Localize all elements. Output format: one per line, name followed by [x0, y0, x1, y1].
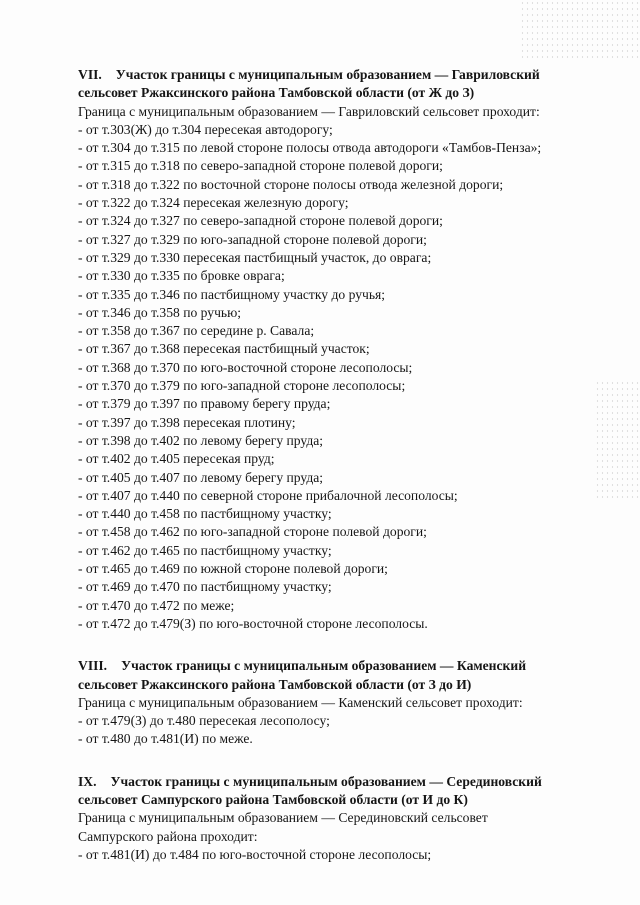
boundary-segment-item: - от т.405 до т.407 по левому берегу пруда; [78, 469, 324, 485]
boundary-segment-item: - от т.397 до т.398 пересекая плотину; [78, 414, 296, 430]
boundary-segment-item: - от т.481(И) до т.484 по юго-восточной стороне лесополосы; [78, 846, 432, 862]
section-intro: Граница с муниципальным образованием — Гавриловский сельсовет проходит: [78, 103, 540, 119]
boundary-segment-item: - от т.470 до т.472 по меже; [78, 597, 235, 613]
section-heading-line-1 [78, 66, 606, 84]
boundary-segment-item: - от т.358 до т.367 по середине р. Савала; [78, 323, 315, 339]
section-number: IX. [78, 773, 97, 789]
boundary-segment-item: - от т.330 до т.335 по бровке оврага; [78, 268, 285, 284]
section-intro: Граница с муниципальным образованием — Серединовский сельсовет Сампурского района проходит: [78, 810, 488, 844]
boundary-segment-item: - от т.407 до т.440 по северной стороне прибалочной лесополосы; [78, 487, 458, 503]
boundary-segment-item: - от т.367 до т.368 пересекая пастбищный участок; [78, 341, 370, 357]
boundary-segment-item: - от т.465 до т.469 по южной стороне полевой дороги; [78, 561, 388, 577]
section-heading-line-1 [78, 657, 606, 675]
boundary-segment-item: - от т.368 до т.370 по юго-восточной стороне лесополосы; [78, 359, 413, 375]
boundary-segment-item: - от т.472 до т.479(З) по юго-восточной стороне лесополосы. [78, 615, 428, 631]
section-heading-text: Участок границы с муниципальным образованием — Гавриловский [115, 67, 540, 82]
boundary-segment-item: - от т.379 до т.397 по правому берегу пруда; [78, 396, 331, 412]
document-body [78, 66, 606, 864]
boundary-segment-item: - от т.322 до т.324 пересекая железную дорогу; [78, 195, 349, 211]
boundary-segment-item: - от т.462 до т.465 по пастбищному участку; [78, 542, 332, 558]
section-3 [78, 773, 606, 864]
boundary-segment-item: - от т.480 до т.481(И) по меже. [78, 731, 253, 747]
boundary-segment-item: - от т.329 до т.330 пересекая пастбищный участок, до оврага; [78, 249, 432, 265]
section-number: VII. [78, 67, 102, 82]
boundary-segment-item: - от т.303(Ж) до т.304 пересекая автодорогу; [78, 121, 333, 137]
boundary-segment-item: - от т.315 до т.318 по северо-западной стороне полевой дороги; [78, 158, 443, 174]
section-heading-line-2: сельсовет Ржаксинского района Тамбовской области (от З до И) [78, 676, 472, 692]
section-heading-line-1 [78, 773, 606, 791]
boundary-segment-item: - от т.335 до т.346 по пастбищному участку до ручья; [78, 286, 386, 302]
section-2 [78, 657, 606, 748]
boundary-segment-item: - от т.318 до т.322 по восточной стороне полосы отвода железной дороги; [78, 176, 504, 192]
boundary-segment-item: - от т.398 до т.402 по левому берегу пруда; [78, 432, 324, 448]
boundary-segment-item: - от т.458 до т.462 по юго-западной стороне полевой дороги; [78, 524, 427, 540]
section-heading-line-2: сельсовет Сампурского района Тамбовской области (от И до К) [78, 791, 468, 807]
section-heading-text: Участок границы с муниципальным образованием — Серединовский [110, 773, 542, 789]
boundary-segment-item: - от т.346 до т.358 по ручью; [78, 304, 242, 320]
section-number: VIII. [78, 658, 108, 674]
boundary-segment-item: - от т.469 до т.470 по пастбищному участку; [78, 579, 332, 595]
boundary-segment-item: - от т.440 до т.458 по пастбищному участку; [78, 506, 332, 522]
section-heading-line-2: сельсовет Ржаксинского района Тамбовской области (от Ж до З) [78, 85, 475, 101]
boundary-segment-item: - от т.324 до т.327 по северо-западной стороне полевой дороги; [78, 213, 443, 229]
section-heading-text: Участок границы с муниципальным образованием — Каменский [121, 658, 527, 674]
boundary-segment-item: - от т.479(З) до т.480 пересекая лесополосу; [78, 713, 330, 729]
boundary-segment-item: - от т.370 до т.379 по юго-западной стороне лесополосы; [78, 378, 406, 394]
section-intro: Граница с муниципальным образованием — Каменский сельсовет проходит: [78, 694, 523, 710]
boundary-segment-item: - от т.402 до т.405 пересекая пруд; [78, 451, 275, 467]
boundary-segment-item: - от т.327 до т.329 по юго-западной стороне полевой дороги; [78, 231, 427, 247]
section-1 [78, 66, 606, 633]
scan-noise [520, 0, 640, 60]
boundary-segment-item: - от т.304 до т.315 по левой стороне полосы отвода автодороги «Тамбов-Пенза»; [78, 140, 542, 156]
